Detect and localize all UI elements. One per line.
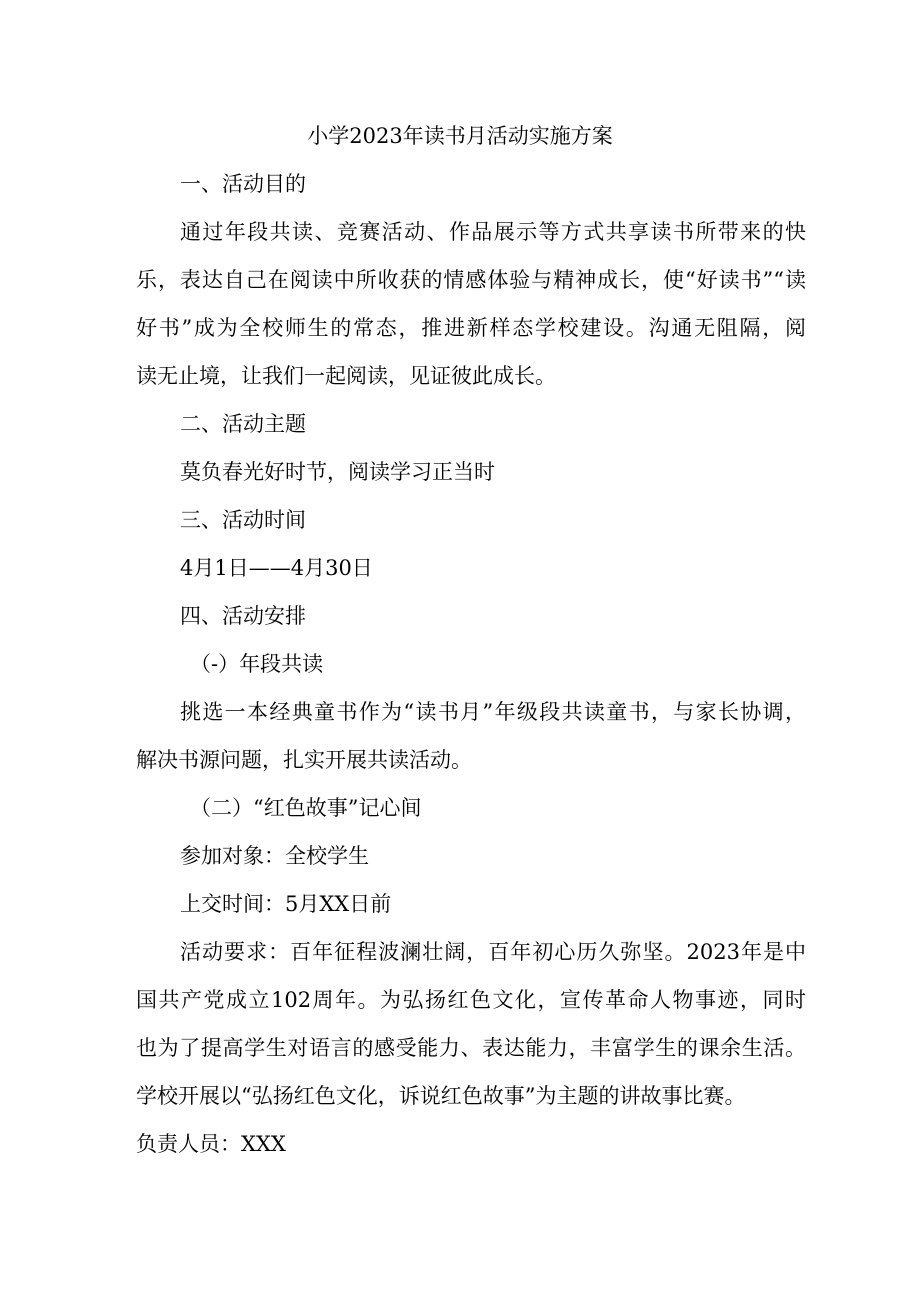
subsection-heading-red-story: （二）“红色故事”记心间 (190, 796, 422, 820)
red-story-requirement-line: 学校开展以“弘扬红色文化，诉说红色故事”为主题的讲故事比赛。 (136, 1084, 746, 1108)
purpose-paragraph-line: 好书”成为全校师生的常态，推进新样态学校建设。沟通无阻隔，阅 (136, 316, 806, 340)
red-story-requirement-line: 国共产党成立102周年。为弘扬红色文化，宣传革命人物事迹，同时 (136, 988, 806, 1012)
theme-text: 莫负春光好时节，阅读学习正当时 (180, 460, 495, 484)
document-title: 小学2023年读书月活动实施方案 (307, 124, 613, 148)
grade-reading-line: 挑选一本经典童书作为“读书月”年级段共读童书，与家长协调， (180, 700, 806, 724)
red-story-requirement-line: 活动要求：百年征程波澜壮阔，百年初心历久弥坚。2023年是中 (180, 940, 806, 964)
grade-reading-line: 解决书源问题，扎实开展共读活动。 (136, 748, 472, 772)
purpose-paragraph-line: 读无止境，让我们一起阅读，见证彼此成长。 (136, 364, 556, 388)
purpose-paragraph-line: 乐，表达自己在阅读中所收获的情感体验与精神成长，使“好读书”“读 (136, 268, 806, 292)
time-text: 4月1日——4月30日 (180, 556, 373, 580)
red-story-target: 参加对象：全校学生 (180, 844, 369, 868)
subsection-heading-grade-reading: （-）年段共读 (190, 652, 324, 676)
section-heading-theme: 二、活动主题 (180, 412, 306, 436)
section-heading-time: 三、活动时间 (180, 508, 306, 532)
red-story-deadline: 上交时间：5月XX日前 (180, 892, 392, 916)
section-heading-schedule: 四、活动安排 (180, 604, 306, 628)
section-heading-purpose: 一、活动目的 (180, 172, 306, 196)
red-story-owner: 负责人员：XXX (136, 1132, 286, 1156)
red-story-requirement-line: 也为了提高学生对语言的感受能力、表达能力，丰富学生的课余生活。 (136, 1036, 806, 1060)
purpose-paragraph-line: 通过年段共读、竞赛活动、作品展示等方式共享读书所带来的快 (180, 220, 806, 244)
